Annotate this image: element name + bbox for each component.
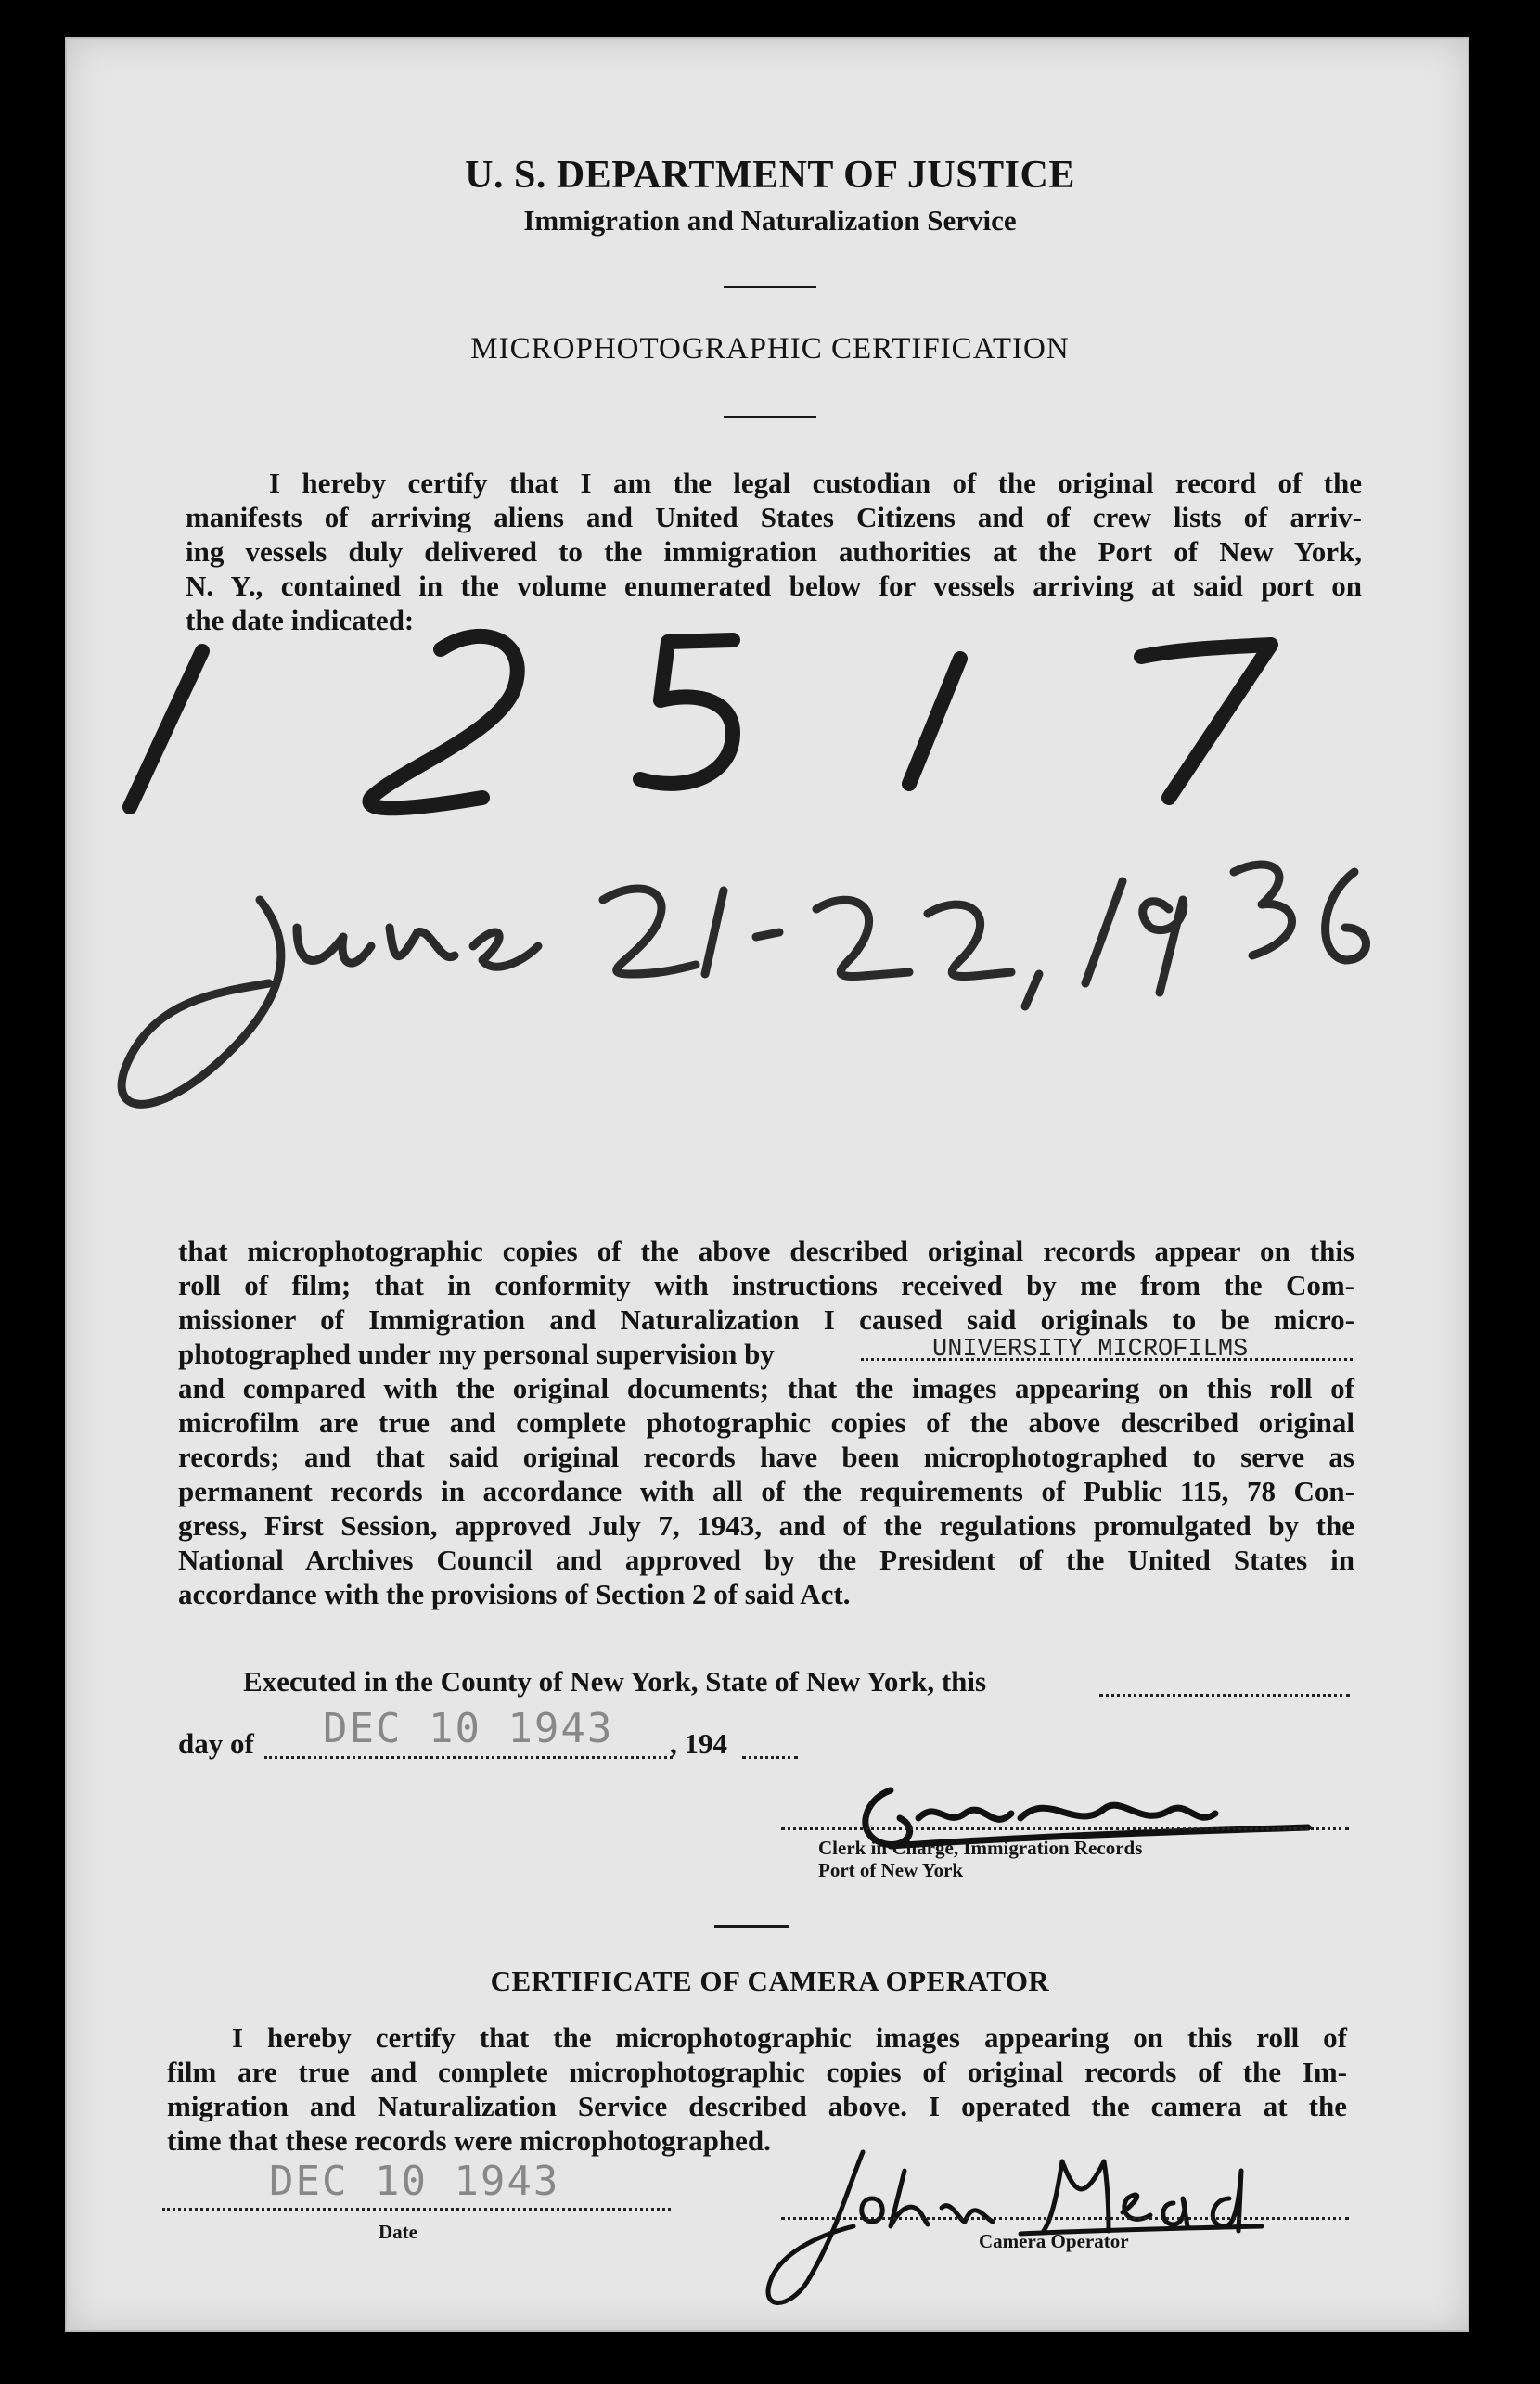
date-label: Date	[379, 2221, 417, 2243]
text-line: permanent records in accordance with all of the requirements of Public 115, 78 Con-	[178, 1475, 1354, 1507]
handwritten-dates	[74, 835, 1466, 1187]
text-line: gress, First Session, approved July 7, 1943, and of the regulations promulgated by the	[178, 1509, 1354, 1542]
supervisor-name: UNIVERSITY MICROFILMS	[932, 1336, 1249, 1364]
divider	[724, 416, 816, 418]
text-line: migration and Naturalization Service described above. I operated the camera at the	[167, 2090, 1347, 2122]
text-line: time that these records were microphotographed.	[167, 2124, 771, 2157]
body-paragraph	[178, 1234, 1354, 1611]
text-line: National Archives Council and approved by the President of the United States in	[178, 1544, 1354, 1576]
text-line: and compared with the original documents; that the images appearing on this roll of	[178, 1372, 1354, 1404]
text-line: that microphotographic copies of the above described original records appear on this	[178, 1235, 1354, 1267]
clerk-port: Port of New York	[818, 1859, 964, 1881]
text-line: the date indicated:	[186, 604, 415, 636]
text-line: I hereby certify that I am the legal custodian of the original record of the	[269, 467, 1362, 499]
year-dotted-line	[742, 1756, 798, 1759]
clerk-title: Clerk in Charge, Immigration Records	[818, 1837, 1143, 1859]
operator-signature-line	[781, 2217, 1349, 2220]
clerk-signature-line	[781, 1827, 1349, 1830]
service-subtitle: Immigration and Naturalization Service	[523, 204, 1017, 237]
date-dotted-line	[162, 2208, 671, 2211]
camera-date-stamp: DEC 10 1943	[269, 2158, 560, 2205]
camera-operator-label: Camera Operator	[979, 2230, 1129, 2252]
day-dotted-line	[1099, 1694, 1350, 1697]
form-title: MICROPHOTOGRAPHIC CERTIFICATION	[470, 332, 1070, 365]
divider	[724, 286, 816, 288]
day-of-label: day of	[178, 1727, 254, 1760]
camera-operator-signature	[742, 2134, 1299, 2319]
text-line: accordance with the provisions of Section 2 of said Act.	[178, 1578, 851, 1610]
month-dotted-line	[264, 1756, 673, 1759]
handwritten-volume-number	[93, 612, 1447, 835]
execution-line: Executed in the County of New York, State of New York, this	[243, 1665, 987, 1698]
text-line: N. Y., contained in the volume enumerated below for vessels arriving at said port on	[186, 570, 1362, 602]
text-line: photographed under my personal supervision by	[178, 1338, 775, 1370]
text-line: microfilm are true and complete photographic copies of the above described original	[178, 1406, 1354, 1439]
text-line: film are true and complete microphotographic copies of original records of the Im-	[167, 2056, 1347, 2088]
divider	[714, 1925, 789, 1928]
camera-certificate-heading: CERTIFICATE OF CAMERA OPERATOR	[490, 1965, 1050, 1997]
text-line: ing vessels duly delivered to the immigration authorities at the Port of New York,	[186, 535, 1362, 568]
text-line: missioner of Immigration and Naturalization I caused said originals to be micro-	[178, 1303, 1354, 1336]
text-line: I hereby certify that the microphotographic images appearing on this roll of	[232, 2021, 1347, 2054]
text-line: manifests of arriving aliens and United States Citizens and of crew lists of arriv-	[186, 501, 1362, 533]
date-stamp: DEC 10 1943	[323, 1705, 614, 1752]
year-prefix: , 194	[670, 1727, 727, 1760]
text-line: roll of film; that in conformity with instructions received by me from the Com-	[178, 1269, 1354, 1301]
department-title: U. S. DEPARTMENT OF JUSTICE	[465, 154, 1075, 197]
text-line: records; and that said original records have been microphotographed to serve as	[178, 1441, 1354, 1473]
